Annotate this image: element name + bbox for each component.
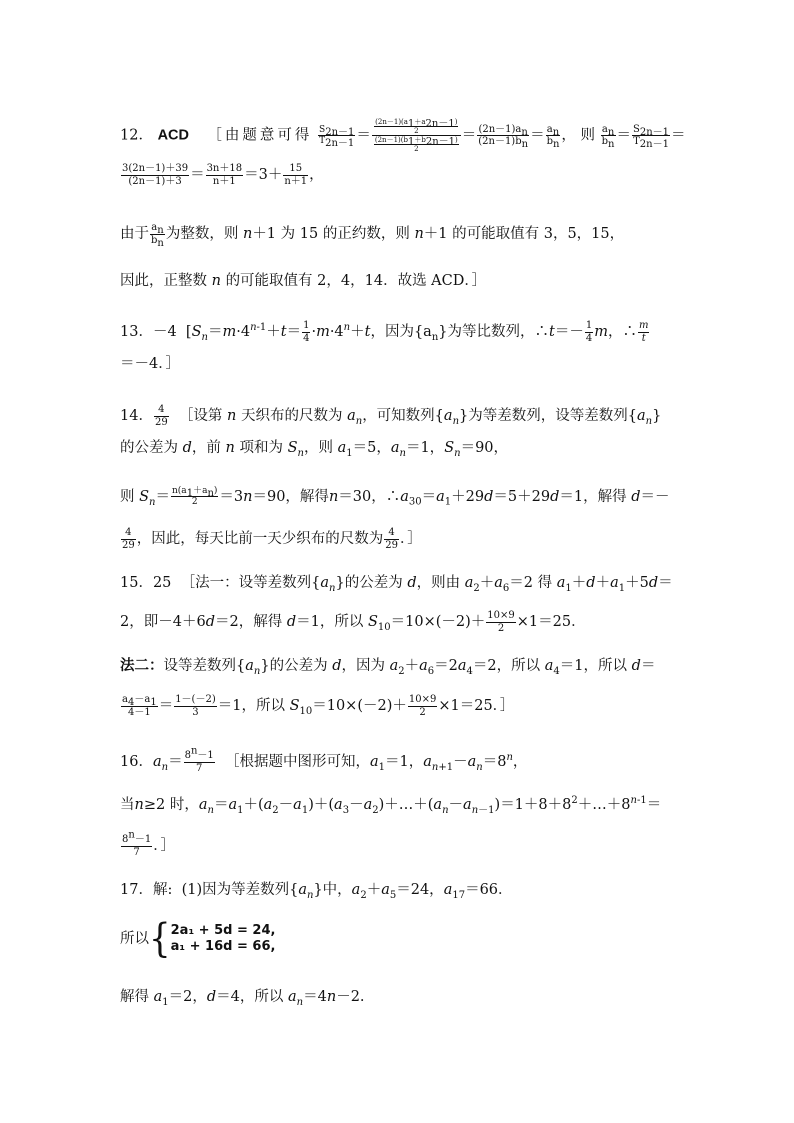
problem-12-line-1: 12． ACD ［由题意可得 $\frac{S_{2n-1}}{T_{2n-1}}$ ＝ $\frac{\frac{(2n-1)(a_1+a_{2n-1})}{2}}{\frac{(2n-1)(b_1+b_{2n-1})}{2}}$ ＝ $\frac{(2n-1)a_n}{(2n-1)b_n}$ ＝ $\frac{a_n}{b_n}$ ， 则 $\frac{a_n}{b_n}$ ＝ $\frac{S_{2n-1}}{T_{2n-1}}$ ＝ bbox=[120, 118, 686, 154]
problem-16-line-1: 16．$a_n=$ $\frac{8^n-1}{7}$ ［根据题中图形可知，$a_1=1$，$a_{n+1}-a_n=8^n$， bbox=[120, 745, 528, 774]
problem-12-line-3: 由于 $\frac{a_n}{b_n}$ 为整数，则 n＋1 为 15 的正约数，则 n＋1 的可能取值有 3，5，15， bbox=[120, 222, 625, 249]
problem-12-line-4: 因此，正整数 n 的可能取值有 2，4，14．故选 ACD．］ bbox=[120, 273, 487, 289]
problem-17-line-3: 解得 $a_1=2$，d＝4，所以 $a_n=4n-2$. bbox=[120, 989, 365, 1008]
problem-15-line-2: 2，即－4＋6d＝2，解得 d＝1，所以 $S_{10}=10\times(-2)+$ $\frac{10\times 9}{2}$ ×1＝25． bbox=[120, 610, 586, 634]
problem-15-line-3: 法二：设等差数列$\{a_n\}$的公差为 d，因为 $a_2+a_6=2a_4=2$，所以 $a_4=1$，所以 d＝ bbox=[120, 657, 656, 677]
equation-1: 2a₁ + 5d = 24, bbox=[170, 922, 276, 938]
problem-14-line-2: 的公差为 d，前 n 项和为 $S_n$，则 $a_1=5$，$a_n=1$，$S_n=90$， bbox=[120, 440, 509, 459]
problem-16-line-3: $\frac{8^n-1}{7}$ ．］ bbox=[122, 829, 175, 858]
problem-17-line-1: 17．解: (1)因为等差数列$\{a_n\}$中，$a_2+a_5=24$，$a_{17}=66$． bbox=[120, 882, 513, 901]
problem-17-system: 所以{ 2a₁ + 5d = 24, a₁ + 16d = 66, bbox=[120, 916, 276, 962]
problem-15-line-1: 15．25 ［法一：设等差数列$\{a_n\}$的公差为 d，则由 $a_2+a_6=2$ 得 $a_1+d+a_1+5d=$ bbox=[120, 575, 673, 594]
problem-14-line-4: $\frac{4}{29}$ ，因此，每天比前一天少织布的尺数为 $\frac{4}{29}$ ．］ bbox=[122, 527, 422, 551]
problem-16-line-2: 当n≥2 时，$a_n=a_1+(a_2-a_1)+(a_3-a_2)+\dots+(a_n-a_{n-1})=1+8+8^2+\dots+8^{n-1}=$ bbox=[120, 795, 662, 816]
equation-2: a₁ + 16d = 66, bbox=[170, 939, 276, 954]
problem-13-line-2: ＝－4．］ bbox=[120, 356, 180, 372]
problem-12-line-2: $\frac{3(2n-1)+39}{(2n-1)+3}$ ＝ $\frac{3n+18}{n+1}$ ＝3＋ $\frac{15}{n+1}$ ， bbox=[122, 163, 324, 187]
problem-14-line-1: 14． $\frac{4}{29}$ ［设第 n 天织布的尺数为 $a_n$，可知数列$\{a_n\}$为等差数列，设等差数列$\{a_n\}$ bbox=[120, 404, 662, 428]
problem-14-line-3: 则 $S_n=$ $\frac{n(a_1+a_n)}{2}$ ＝3n＝90，解得n＝30，$\therefore a_{30}=a_1+29d=5+29d=1$，解得 d＝－ bbox=[120, 486, 670, 508]
problem-13-line-1: 13．－4 [$S_n=m\cdot 4^{n-1}+t=$ $\frac{1}{4}$ $\cdot m\cdot 4^n+t$，因为$\{a_n\}$为等比数列，∴t＝－ $\frac{1}{4}$ m，∴ $\frac{m}{t}$ bbox=[120, 320, 649, 344]
problem-15-line-4: $\frac{a_4-a_1}{4-1}$ ＝ $\frac{1-(-2)}{3}$ ＝1，所以 $S_{10}=10\times(-2)+$ $\frac{10\times 9}{2}$ ×1＝25．］ bbox=[122, 694, 515, 718]
